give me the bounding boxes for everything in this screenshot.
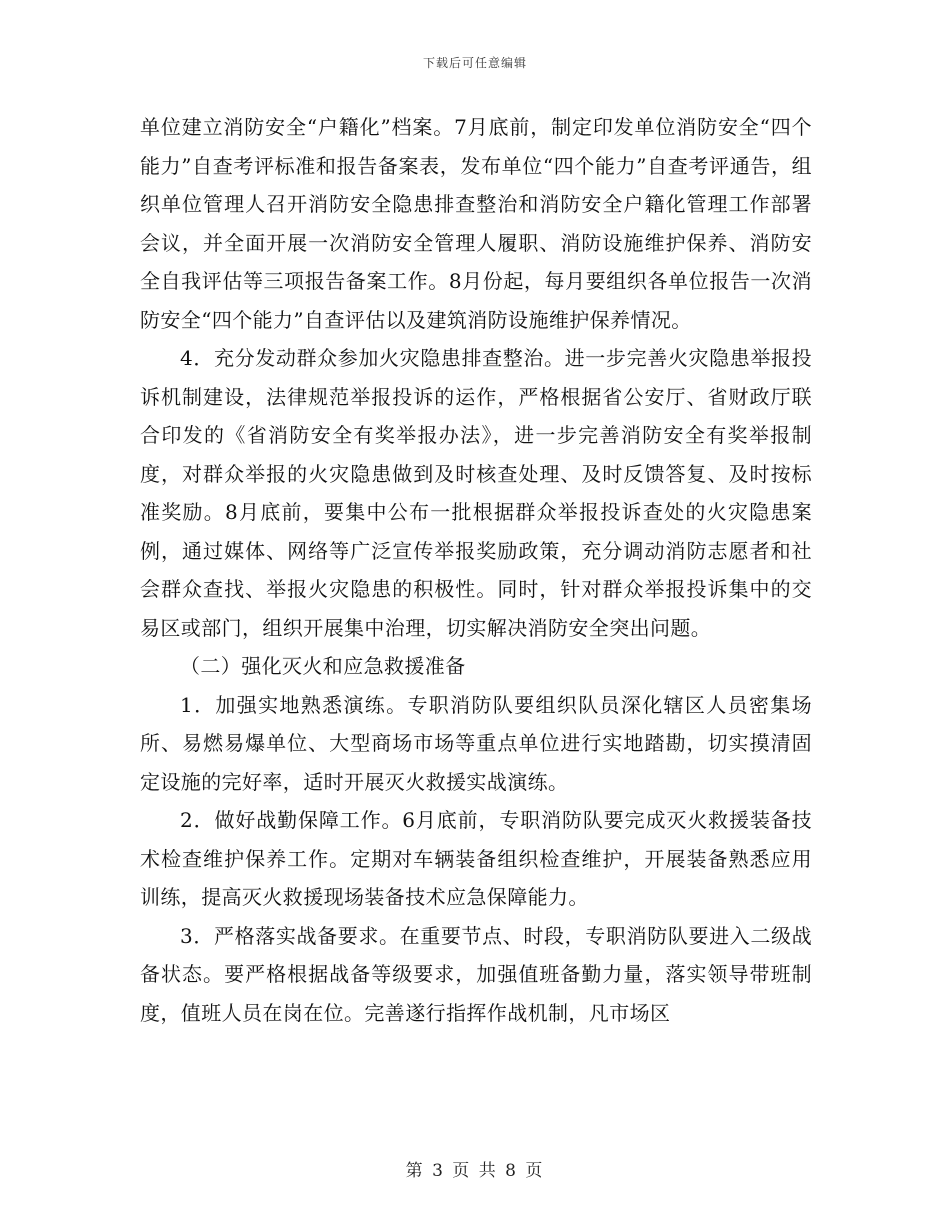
page-header: 下载后可任意编辑: [422, 56, 527, 70]
paragraph-2: 4．充分发动群众参加火灾隐患排查整治。进一步完善火灾隐患举报投诉机制建设，法律规范举报投诉的运作，严格根据省公安厅、省财政厅联合印发的《省消防安全有奖举报办法》，进一步完善消防安全有奖举报制度，对群众举报的火灾隐患做到及时核查处理、及时反馈答复、及时按标准奖励。8月底前，要集中公布一批根据群众举报投诉查处的火灾隐患案例，通过媒体、网络等广泛宣传举报奖励政策，充分调动消防志愿者和社会群众查找、举报火灾隐患的积极性。同时，针对群众举报投诉集中的交易区或部门，组织开展集中治理，切实解决消防安全突出问题。: [140, 346, 812, 640]
section-heading: （二）强化灭火和应急救援准备: [180, 654, 466, 678]
document-body: [140, 108, 812, 1032]
paragraph-1: 单位建立消防安全“户籍化”档案。7月底前，制定印发单位消防安全“四个能力”自查考评标准和报告备案表，发布单位“四个能力”自查考评通告，组织单位管理人召开消防安全隐患排查整治和消防安全户籍化管理工作部署会议，并全面开展一次消防安全管理人履职、消防设施维护保养、消防安全自我评估等三项报告备案工作。8月份起，每月要组织各单位报告一次消防安全“四个能力”自查评估以及建筑消防设施维护保养情况。: [140, 115, 812, 332]
page-footer: 第 3 页 共 8 页: [405, 1161, 545, 1181]
paragraph-5: 2．做好战勤保障工作。6月底前，专职消防队要完成灭火救援装备技术检查维护保养工作。定期对车辆装备组织检查维护，开展装备熟悉应用训练，提高灭火救援现场装备技术应急保障能力。: [140, 808, 812, 909]
paragraph-6: 3．严格落实战备要求。在重要节点、时段，专职消防队要进入二级战备状态。要严格根据战备等级要求，加强值班备勤力量，落实领导带班制度，值班人员在岗在位。完善遂行指挥作战机制，凡市场区: [140, 923, 812, 1025]
paragraph-4: 1．加强实地熟悉演练。专职消防队要组织队员深化辖区人员密集场所、易燃易爆单位、大型商场市场等重点单位进行实地踏勘，切实摸清固定设施的完好率，适时开展灭火救援实战演练。: [140, 692, 812, 794]
